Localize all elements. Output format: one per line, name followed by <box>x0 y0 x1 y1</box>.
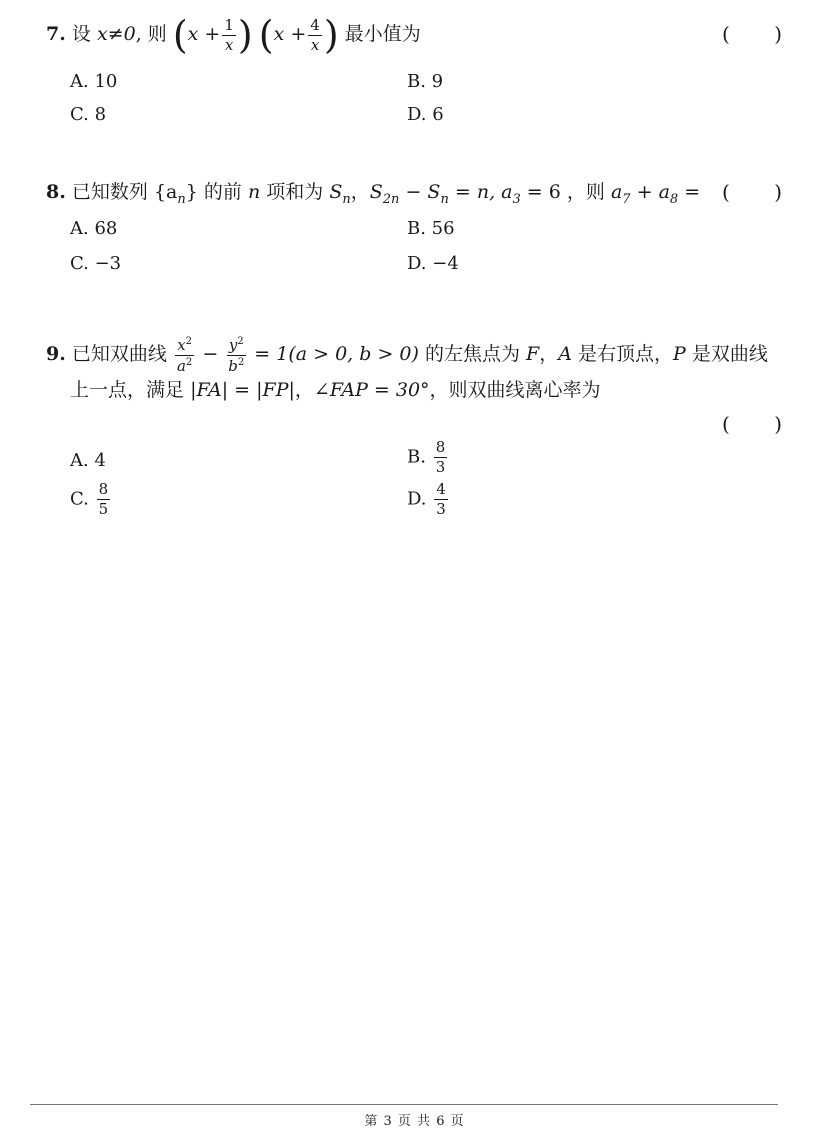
question-9-answer-bracket[interactable]: ( ) <box>722 412 782 436</box>
question-9-option-a[interactable]: A. 4 <box>70 450 106 471</box>
question-7-option-c[interactable]: C. 8 <box>70 104 107 125</box>
q8-mid1: 的前 <box>203 181 242 203</box>
q9-sep1: ， <box>539 343 559 365</box>
question-8-option-d[interactable]: D. −4 <box>407 253 459 274</box>
q9-option-d-fraction: $\frac{4}{3}$ <box>436 480 446 518</box>
q8-sep2: ，则 <box>566 181 605 203</box>
q9-option-c-fraction: $\frac{8}{5}$ <box>98 480 109 518</box>
question-9-number: 9. <box>46 343 66 365</box>
question-8-option-c[interactable]: C. −3 <box>70 253 122 274</box>
q7-expr-a: x + <box>187 23 221 45</box>
q7-condition: x≠0 <box>96 23 136 45</box>
page-footer: 第 3 页 共 6 页 <box>364 1114 464 1129</box>
question-9-option-d[interactable]: D. $\frac{4}{3}$ <box>407 480 446 518</box>
q9-prefix: 已知双曲线 <box>71 343 167 365</box>
q8-sequence: $\{a_n\}$ <box>153 181 198 207</box>
question-8-option-a[interactable]: A. 68 <box>70 218 118 239</box>
q9-mid1: 的左焦点为 <box>424 343 520 365</box>
q9-line2-suffix: ，则双曲线离心率为 <box>429 379 601 401</box>
q7-mid: , 则 <box>135 23 167 45</box>
q8-target: $a_7 + a_8$ = <box>610 181 701 207</box>
q9-sep2: ， <box>294 379 314 401</box>
q7-close-paren-1: ) <box>237 13 253 57</box>
q9-fraction-x: $\frac{x^2}{a^2}$ <box>176 335 193 375</box>
q7-open-paren-1: ( <box>172 13 188 57</box>
q9-equation-rhs: = 1(a > 0, b > 0) <box>248 343 419 365</box>
footer-divider <box>30 1104 778 1105</box>
q8-n: n <box>247 181 261 203</box>
q9-fraction-y: $\frac{y^2}{b^2}$ <box>228 335 245 375</box>
question-7-answer-bracket[interactable]: ( ) <box>722 22 782 46</box>
q9-line2-prefix: 上一点，满足 <box>70 379 185 401</box>
question-8-stem <box>46 180 700 212</box>
q9-F: F <box>526 343 540 365</box>
question-9-stem-line1 <box>46 332 768 376</box>
question-7-option-d[interactable]: D. 6 <box>407 104 444 125</box>
q7-open-paren-2: ( <box>258 13 274 57</box>
question-9-option-c[interactable]: C. $\frac{8}{5}$ <box>70 480 109 518</box>
question-9-stem-line2 <box>70 378 601 402</box>
q9-mid2: 是右顶点， <box>578 343 674 365</box>
question-7-option-b[interactable]: B. 9 <box>407 71 444 92</box>
q8-relation: $S_{2n} - S_n = n$, $a_3 = 6$ <box>369 181 561 207</box>
q9-condition-1: |FA| = |FP| <box>190 379 295 401</box>
q7-suffix: 最小值为 <box>344 23 421 45</box>
q7-fraction-1: $\frac{1}{x}$ <box>224 15 234 54</box>
q7-prefix: 设 <box>71 23 91 45</box>
q9-option-b-fraction: $\frac{8}{3}$ <box>435 438 446 476</box>
q9-condition-2: ∠FAP = 30° <box>313 379 430 401</box>
question-7-number: 7. <box>46 23 66 45</box>
q9-A: A <box>558 343 572 365</box>
question-7-stem <box>46 13 421 57</box>
question-8-option-b[interactable]: B. 56 <box>407 218 455 239</box>
question-9-option-b[interactable]: B. $\frac{8}{3}$ <box>407 438 446 476</box>
q7-close-paren-2: ) <box>323 13 339 57</box>
q7-fraction-2: $\frac{4}{x}$ <box>310 15 320 54</box>
q8-sep1: ， <box>350 181 370 203</box>
question-8-number: 8. <box>46 181 66 203</box>
q8-sum: $S_n$ <box>329 181 351 207</box>
q9-mid3: 是双曲线 <box>691 343 768 365</box>
question-7-option-a[interactable]: A. 10 <box>70 71 118 92</box>
q8-mid2: 项和为 <box>266 181 324 203</box>
question-8-answer-bracket[interactable]: ( ) <box>722 180 782 204</box>
q9-minus: − <box>196 343 225 365</box>
q8-prefix: 已知数列 <box>71 181 148 203</box>
q9-P: P <box>673 343 686 365</box>
q7-expr-b: x + <box>273 23 307 45</box>
